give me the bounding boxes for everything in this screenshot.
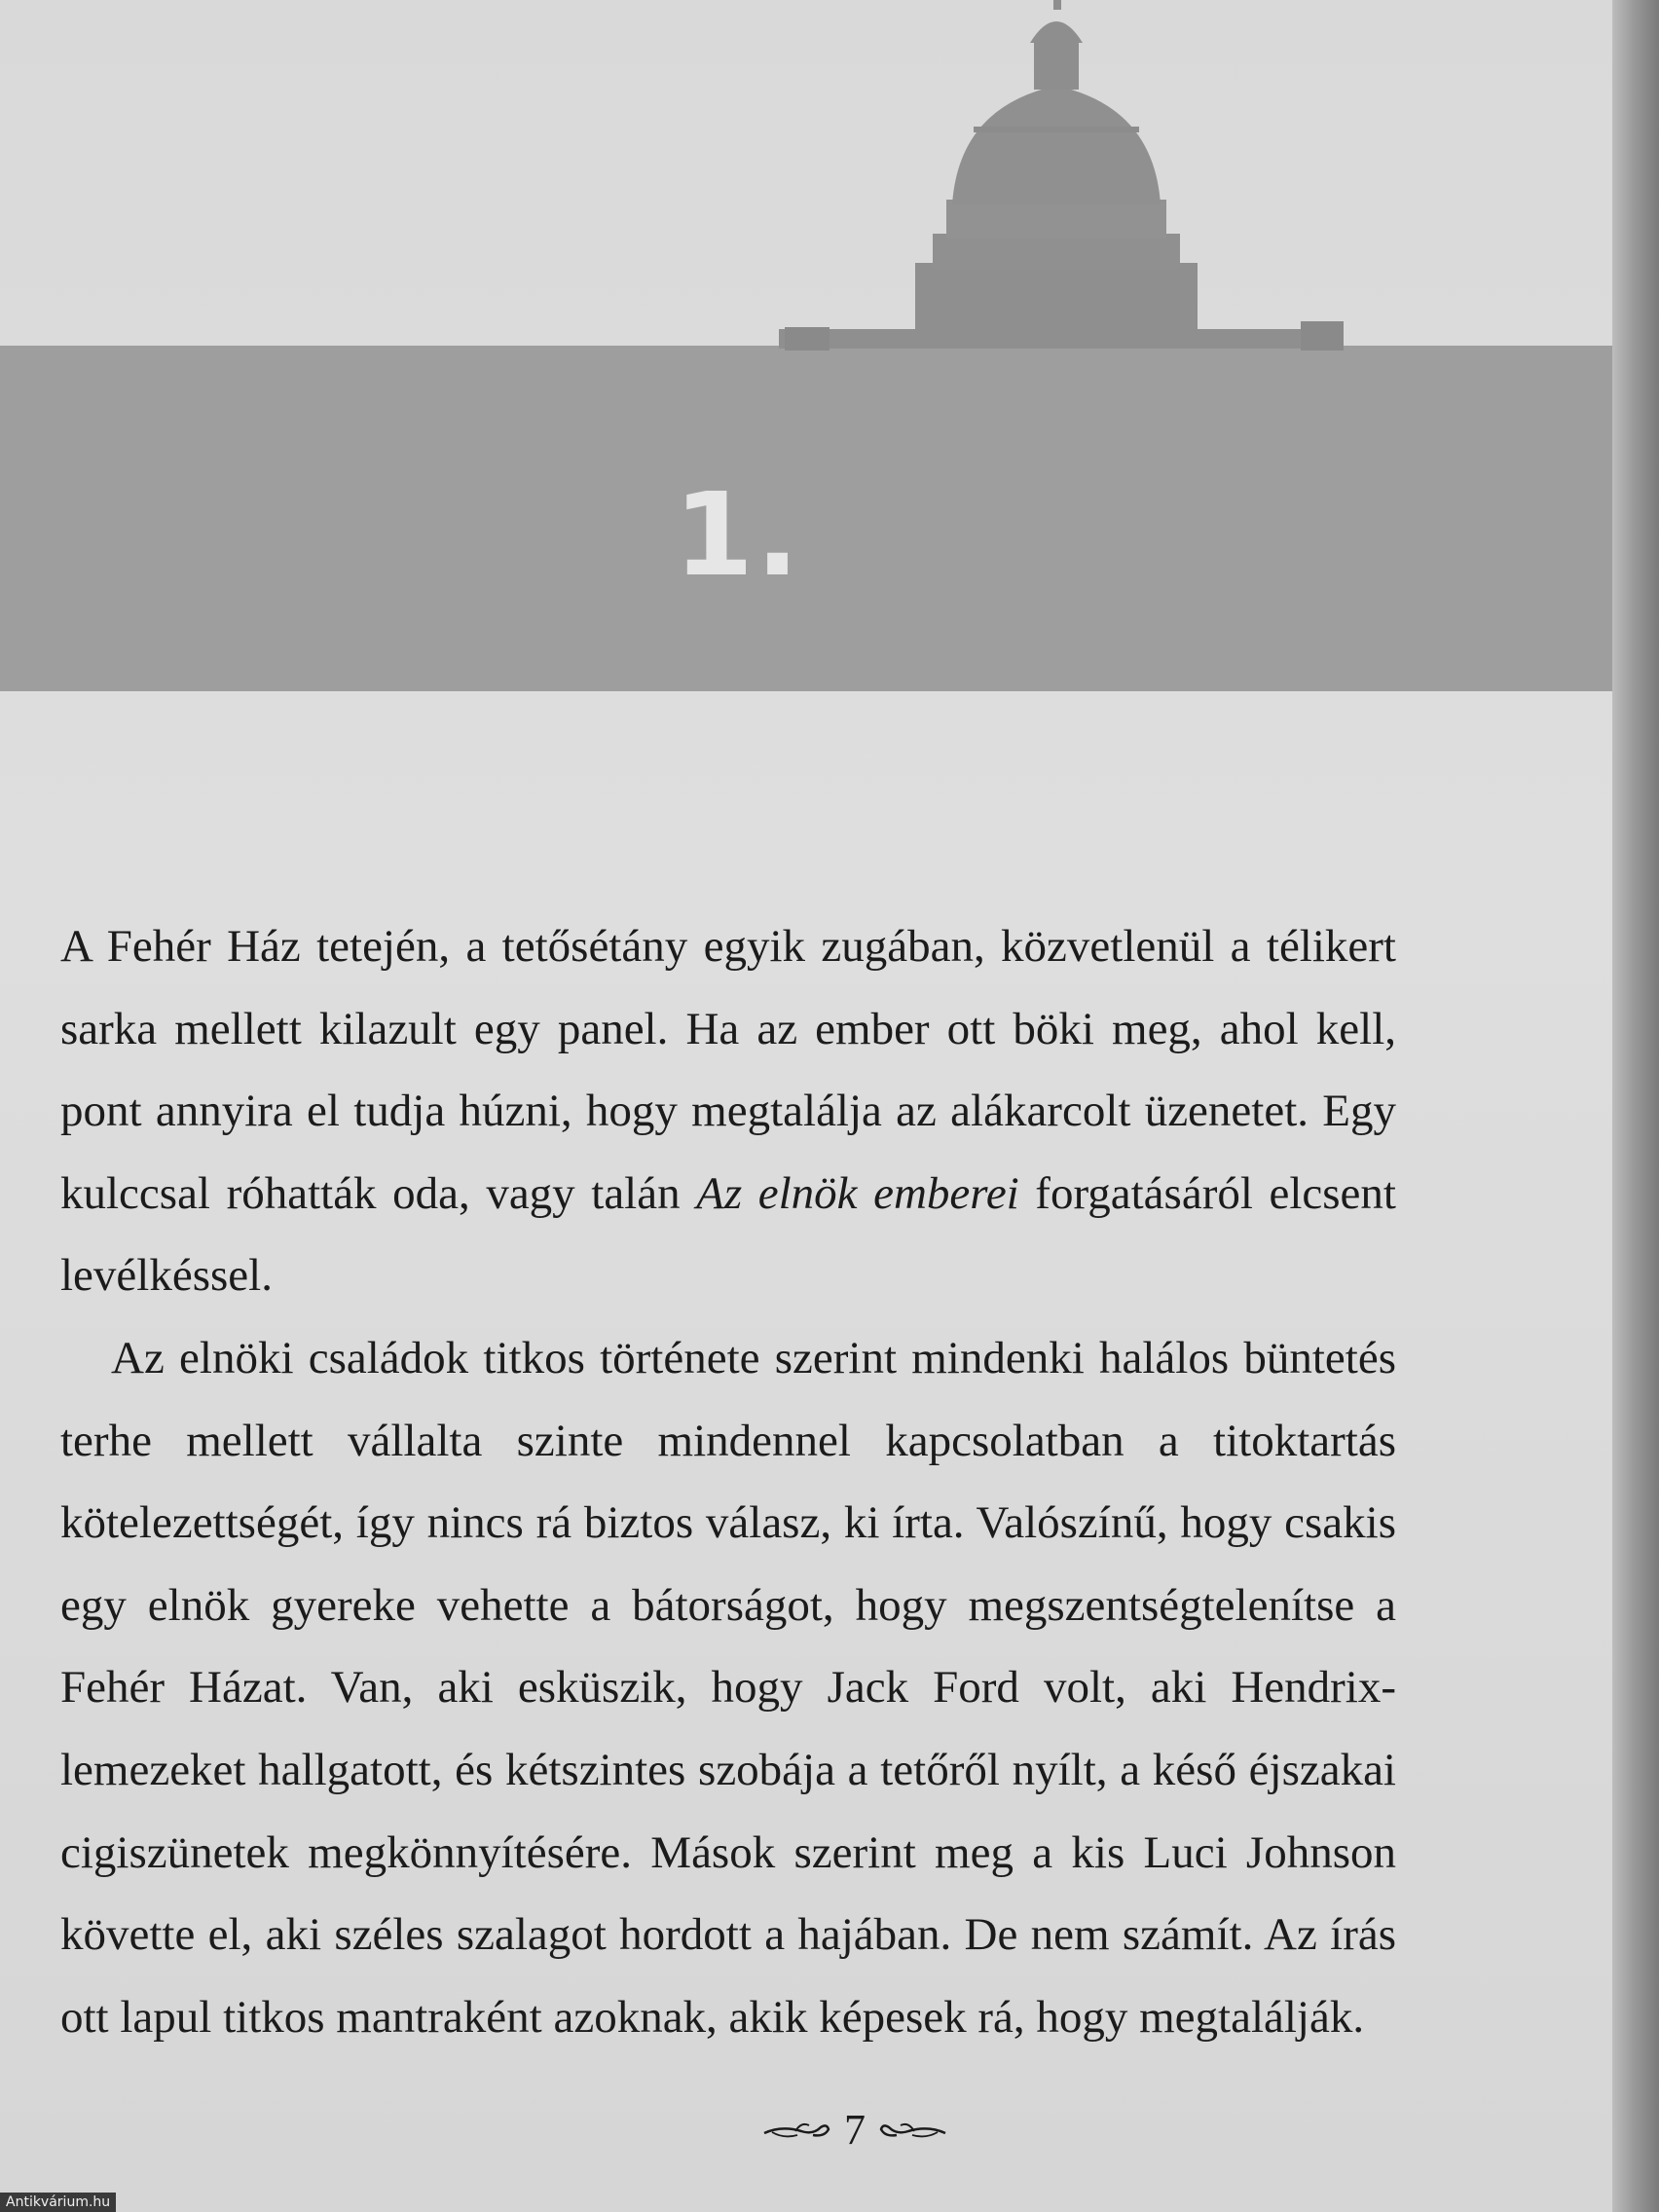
book-spine-edge xyxy=(1612,0,1659,2212)
paragraph-1-text-a: A Fehér Ház tetején, a tetősétány egyik zugában, közvetlenül a télikert sarka mellett kilazult egy panel. Ha az ember ott böki meg, ahol kell, pont annyira el tudja húzni, hogy megtalálja az alákarcolt üzenetet. Egy kulccsal róhatták oda, vagy talán xyxy=(60,921,1396,1219)
watermark-label: Antikvárium.hu xyxy=(0,2193,116,2212)
capitol-dome-silhouette xyxy=(0,0,1612,701)
page-number: 7 xyxy=(844,2106,866,2154)
page-footer xyxy=(0,2105,1612,2163)
right-flourish-ornament-icon xyxy=(879,2118,947,2143)
paragraph-1-italic-title: Az elnök emberei xyxy=(696,1167,1019,1219)
left-flourish-ornament-icon xyxy=(762,2118,830,2143)
chapter-body-text xyxy=(60,905,1396,2058)
chapter-number: 1. xyxy=(674,467,801,602)
paragraph-1-text-b: forgatásáról elcsent levélkéssel. xyxy=(60,1167,1396,1302)
paragraph-1 xyxy=(60,905,1396,1317)
paragraph-2: Az elnöki családok titkos története szerint mindenki halálos büntetés terhe mellett vállalta szinte mindennel kapcsolatban a titoktartás kötelezettségét, így nincs rá biztos válasz, ki írta. Valószínű, hogy csakis egy elnök gyereke vehette a bátorságot, hogy megszentségtelenítse a Fehér Házat. Van, aki esküszik, hogy Jack Ford volt, aki Hendrix-lemezeket hallgatott, és kétszintes szobája a tetőről nyílt, a késő éjszakai cigiszünetek megkönnyítésére. Mások szerint meg a kis Luci Johnson követte el, aki széles szalagot hordott a hajában. De nem számít. Az írás ott lapul titkos mantraként azoknak, akik képesek rá, hogy megtalálják. xyxy=(60,1332,1396,2043)
